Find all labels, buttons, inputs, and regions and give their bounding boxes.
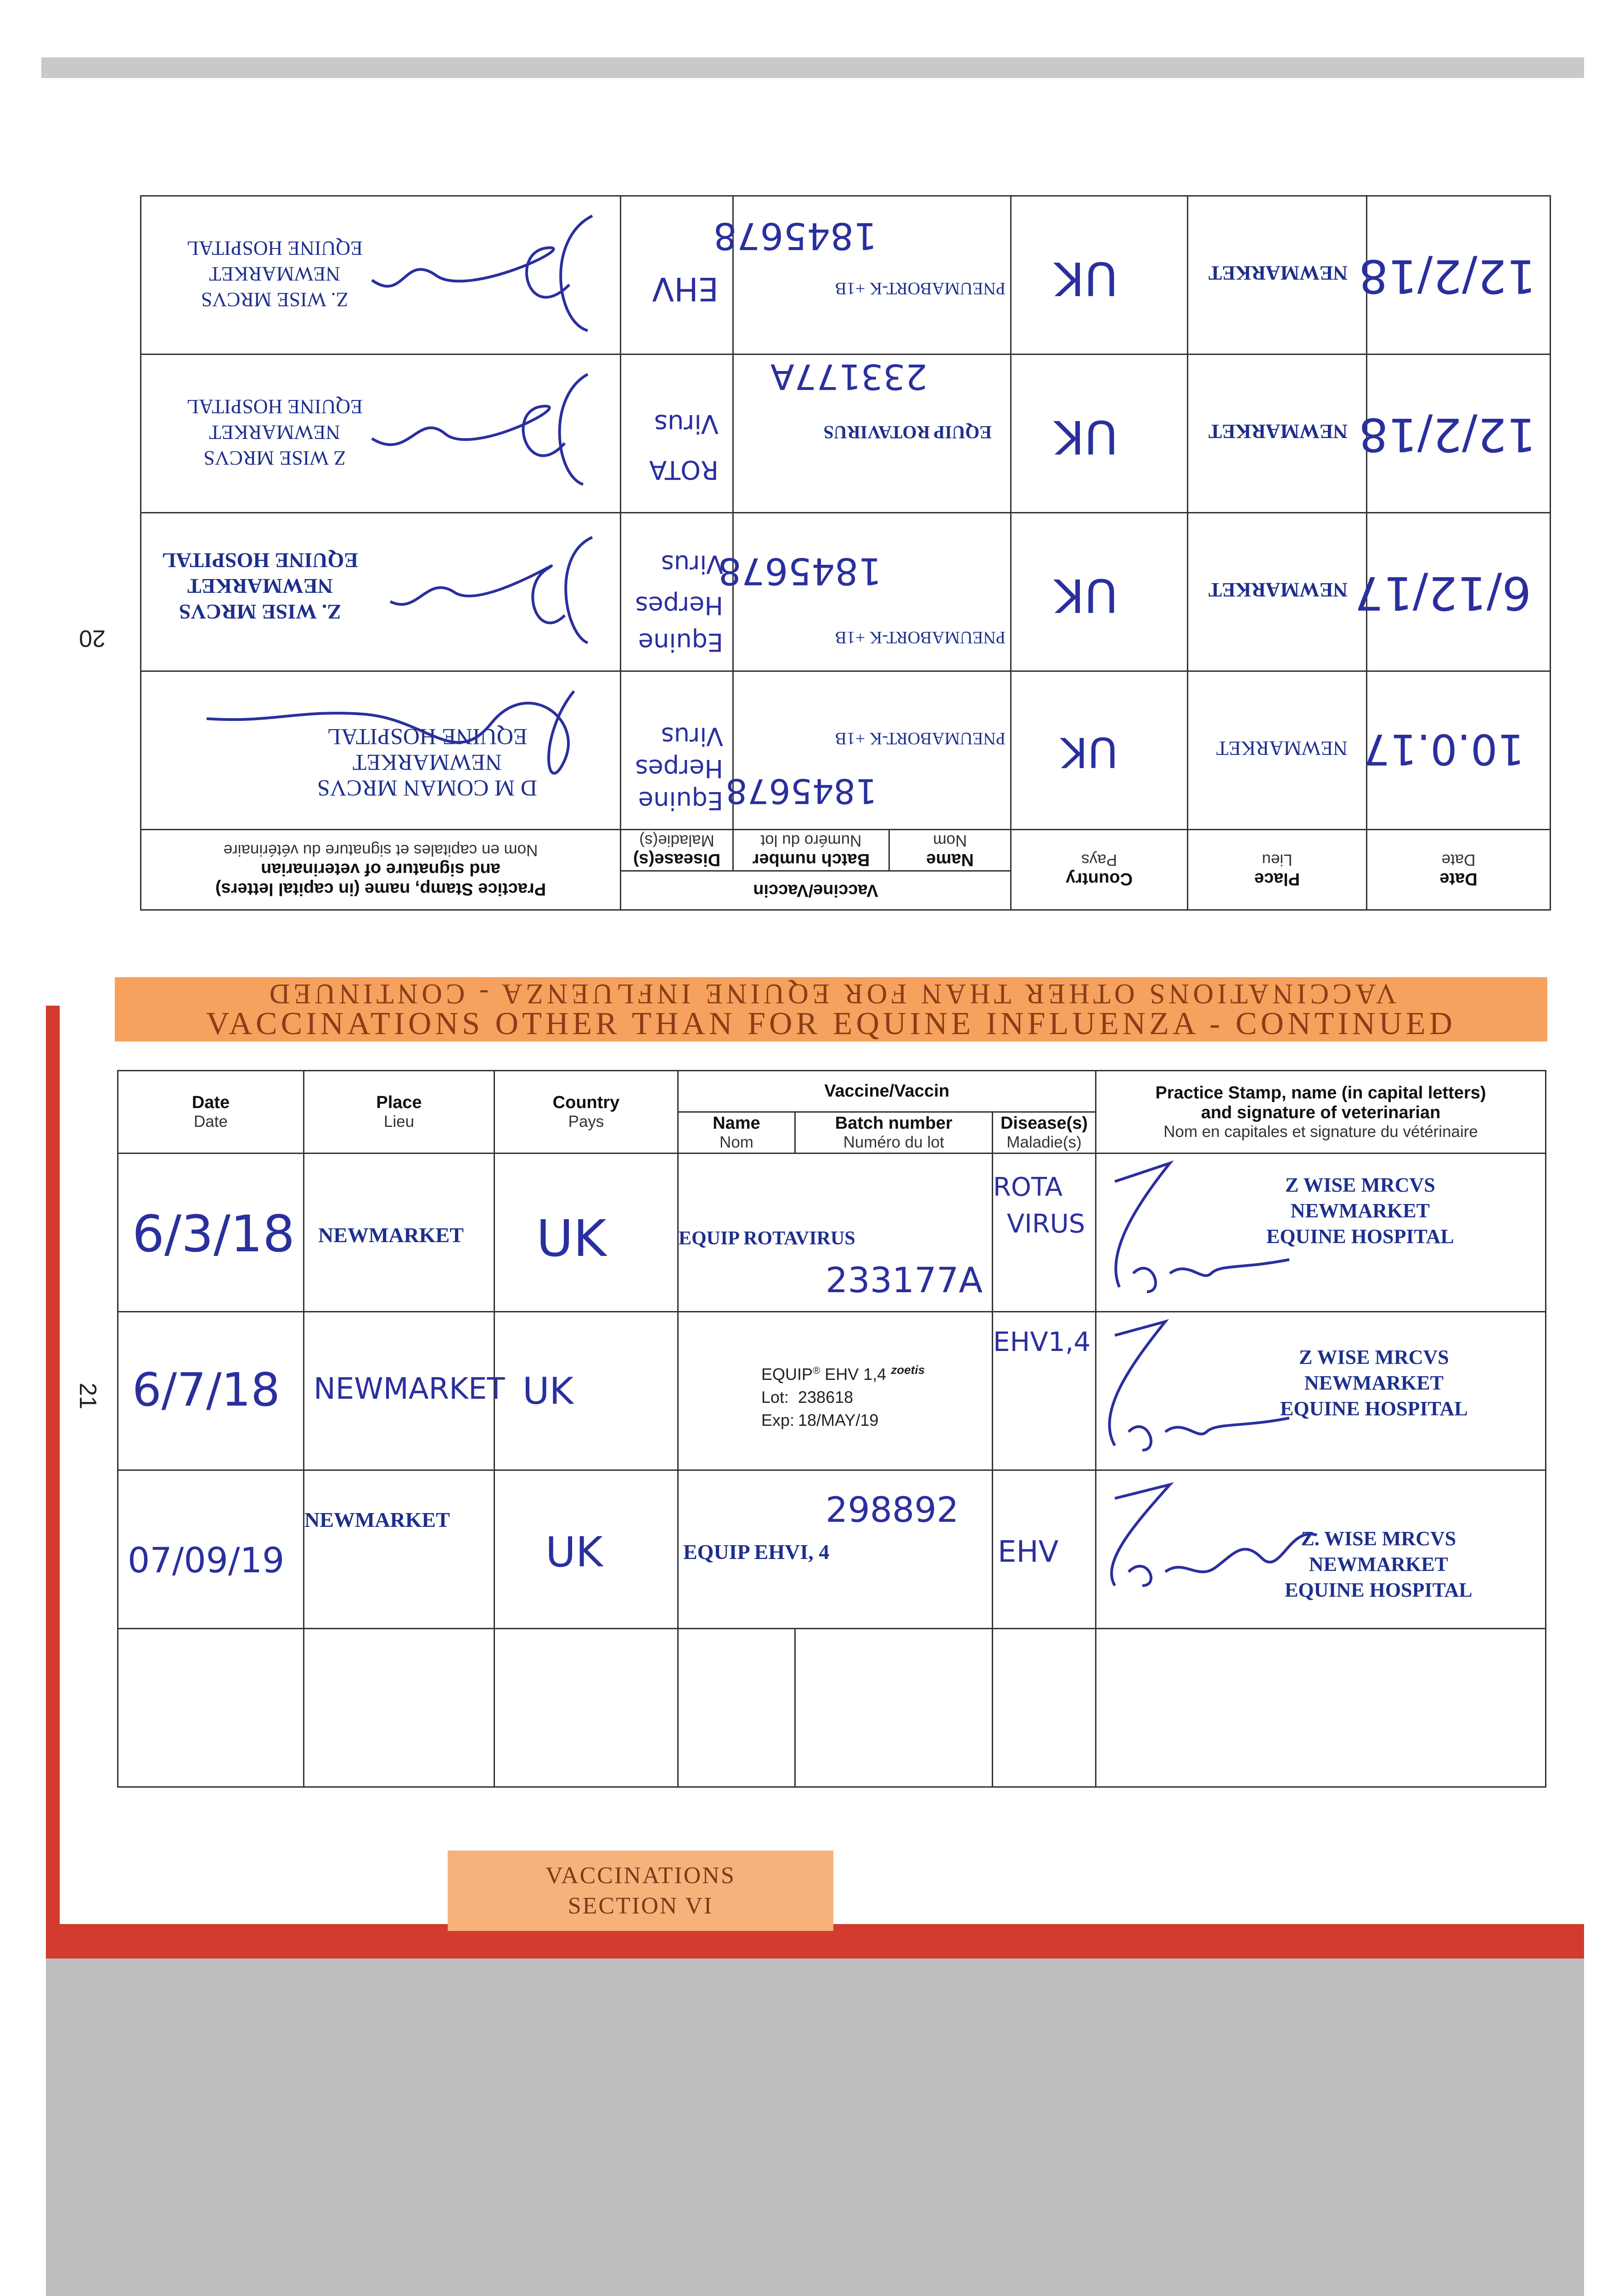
upper-vaccination-table xyxy=(140,195,1551,911)
col-batch: Batch number Numéro du lot xyxy=(795,1112,993,1154)
country-cell: UK xyxy=(495,1312,678,1470)
col-date: Date Date xyxy=(1367,830,1551,910)
stamp-cell xyxy=(141,196,621,355)
upper-row xyxy=(141,671,1551,830)
upper-row xyxy=(141,355,1551,513)
practice-stamp: Z. WISE MRCVS NEWMARKET EQUINE HOSPITAL xyxy=(1285,1527,1472,1601)
lower-row xyxy=(118,1470,1546,1629)
country-cell: UK xyxy=(1011,196,1188,355)
col-name: Name Nom xyxy=(889,830,1011,871)
section-banner xyxy=(115,977,1547,1041)
country-cell: UK xyxy=(495,1470,678,1629)
name-batch-cell: PNEUMABORT-K +1B 1845678 xyxy=(733,671,1011,830)
place-cell: NEWMARKET xyxy=(304,1154,495,1312)
signature xyxy=(188,673,601,829)
country-cell: UK xyxy=(1011,355,1188,513)
practice-stamp: Z. WISE MRCVS NEWMARKET EQUINE HOSPITAL xyxy=(186,237,363,311)
col-date: Date Date xyxy=(118,1071,304,1154)
practice-stamp: Z WISE MRCVS NEWMARKET EQUINE HOSPITAL xyxy=(186,395,363,469)
place-cell: NEWMARKET xyxy=(1188,196,1367,355)
scan-top-edge xyxy=(41,57,1584,78)
signature xyxy=(1096,1154,1326,1312)
vaccine-label-sticker: EQUIP® EHV 1,4 $^{zoetis}$ Lot: 238618 Exp: 18/MAY/19 xyxy=(761,1363,925,1429)
col-disease: Disease(s) Maladie(s) xyxy=(621,830,733,871)
lower-row-empty xyxy=(118,1629,1546,1787)
page-number-20: 20 xyxy=(79,625,106,652)
signature xyxy=(344,514,620,670)
date-cell: 10.0.17 xyxy=(1367,671,1551,830)
stamp-cell xyxy=(1096,1154,1546,1312)
disease-cell: Equine Herpes Virus xyxy=(621,513,733,671)
section-banner-title: VACCINATIONS OTHER THAN FOR EQUINE INFLUENZA - CONTINUED xyxy=(206,1006,1456,1041)
country-cell: UK xyxy=(1011,671,1188,830)
col-name: Name Nom xyxy=(678,1112,795,1154)
signature xyxy=(1096,1471,1354,1629)
signature xyxy=(344,356,620,512)
date-cell: 12/2/18 xyxy=(1367,355,1551,513)
practice-stamp: Z WISE MRCVS NEWMARKET EQUINE HOSPITAL xyxy=(1280,1346,1468,1420)
col-country: Country Pays xyxy=(1011,830,1188,910)
disease-cell: EHV xyxy=(993,1470,1096,1629)
date-cell: 6/7/18 xyxy=(118,1312,304,1470)
practice-stamp: D M COMAN MRCVS NEWMARKET EQUINE HOSPITAL xyxy=(317,724,537,801)
col-batch: Batch number Numéro du lot xyxy=(733,830,889,871)
country-cell: UK xyxy=(495,1154,678,1312)
col-place: Place Lieu xyxy=(1188,830,1367,910)
name-batch-cell: EQUIP ROTAVIRUS 233177A xyxy=(733,355,1011,513)
disease-cell: EHV xyxy=(621,196,733,355)
col-disease: Disease(s) Maladie(s) xyxy=(993,1112,1096,1154)
name-batch-cell: PNEUMABORT-K +1B 1845678 xyxy=(733,196,1011,355)
place-cell: NEWMARKET xyxy=(1188,671,1367,830)
practice-stamp: Z. WISE MRCVS NEWMARKET EQUINE HOSPITAL xyxy=(162,549,358,624)
place-cell: NEWMARKET xyxy=(304,1470,495,1629)
signature xyxy=(1096,1312,1326,1471)
place-cell: NEWMARKET xyxy=(304,1312,495,1470)
lower-row xyxy=(118,1312,1546,1470)
col-vaccine: Vaccine/Vaccin xyxy=(678,1071,1096,1112)
date-cell: 6/3/18 xyxy=(118,1154,304,1312)
col-stamp: Practice Stamp, name (in capital letters) and signature of veterinarian Nom en capitales et signature du vétérinaire xyxy=(1096,1071,1546,1154)
disease-cell: ROTA VIRUS xyxy=(993,1154,1096,1312)
disease-cell: ROTA Virus xyxy=(621,355,733,513)
stamp-cell xyxy=(1096,1470,1546,1629)
date-cell: 12/2/18 xyxy=(1367,196,1551,355)
stamp-cell xyxy=(141,355,621,513)
lower-row xyxy=(118,1154,1546,1312)
disease-cell: EHV1,4 xyxy=(993,1312,1096,1470)
col-stamp: Practice Stamp, name (in capital letters) and signature of veterinarian Nom en capitales et signature du vétérinaire xyxy=(141,830,621,910)
practice-stamp: Z WISE MRCVS NEWMARKET EQUINE HOSPITAL xyxy=(1266,1174,1454,1248)
col-vaccine: Vaccine/Vaccin xyxy=(621,871,1011,910)
place-cell: NEWMARKET xyxy=(1188,513,1367,671)
section-tab: VACCINATIONS SECTION VI xyxy=(448,1851,833,1931)
col-country: Country Pays xyxy=(495,1071,678,1154)
name-batch-cell xyxy=(678,1312,993,1470)
date-cell: 6/12/17 xyxy=(1367,513,1551,671)
place-cell: NEWMARKET xyxy=(1188,355,1367,513)
section-banner-mirror: VACCINATIONS OTHER THAN FOR EQUINE INFLUENZA - CONTINUED xyxy=(265,978,1397,1009)
name-batch-cell: EQUIP EHVI, 4 298892 xyxy=(678,1470,993,1629)
stamp-cell xyxy=(141,513,621,671)
name-batch-cell: PNEUMABORT-K +1B 1845678 xyxy=(733,513,1011,671)
lower-vaccination-table xyxy=(117,1070,1546,1788)
signature xyxy=(344,197,620,354)
disease-cell: Equine Herpes Virus xyxy=(621,671,733,830)
upper-row xyxy=(141,196,1551,355)
upper-row xyxy=(141,513,1551,671)
stamp-cell xyxy=(141,671,621,830)
col-place: Place Lieu xyxy=(304,1071,495,1154)
stamp-cell xyxy=(1096,1312,1546,1470)
name-batch-cell: EQUIP ROTAVIRUS 233177A xyxy=(678,1154,993,1312)
country-cell: UK xyxy=(1011,513,1188,671)
scan-bottom-area xyxy=(46,1956,1584,2296)
page-number-21: 21 xyxy=(74,1383,101,1409)
date-cell: 07/09/19 xyxy=(118,1470,304,1629)
